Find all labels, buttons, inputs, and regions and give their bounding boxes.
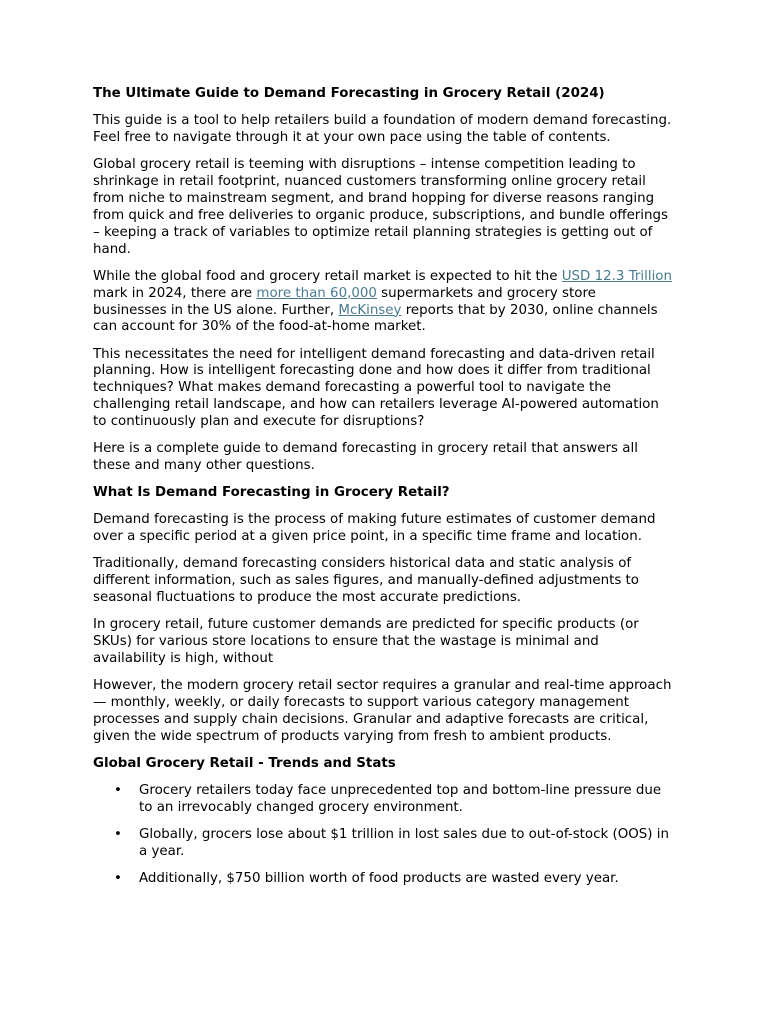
necessitates-paragraph: This necessitates the need for intelligent demand forecasting and data-driven retail planning. How is intelligent forecasting done and how does it differ from traditional techniques? What makes demand forecasting a powerful tool to navigate the challenging retail landscape, and how can retailers leverage AI-powered automation to continuously plan and execute for disruptions? <box>93 346 659 430</box>
list-item <box>93 827 673 861</box>
list-item <box>93 871 673 888</box>
market-text-3: supermarkets and grocery store businesses in the US alone. Further, <box>93 285 596 318</box>
market-text-2: mark in 2024, there are <box>93 285 257 301</box>
guide-paragraph: Here is a complete guide to demand forecasting in grocery retail that answers all these and many other questions. <box>93 441 638 474</box>
definition-paragraph: Demand forecasting is the process of making future estimates of customer demand over a specific period at a given price point, in a specific time frame and location. <box>93 512 656 545</box>
disruptions-paragraph: Global grocery retail is teeming with disruptions – intense competition leading to shrinkage in retail footprint, nuanced customers transforming online grocery retail from niche to mainstream segment, and brand hopping for diverse reasons ranging from quick and free deliveries to organic produce, subscriptions, and bundle offerings – keeping a track of variables to optimize retail planning strategies is getting out of hand. <box>93 157 668 257</box>
list-item-text: Grocery retailers today face unprecedented top and bottom-line pressure due to an irrevocably changed grocery environment. <box>139 783 662 815</box>
usd-trillion-link[interactable]: USD 12.3 Trillion <box>561 268 672 284</box>
trends-list <box>93 783 673 888</box>
list-item-text: Additionally, $750 billion worth of food products are wasted every year. <box>139 871 619 887</box>
list-item <box>93 783 673 817</box>
skus-paragraph: In grocery retail, future customer demands are predicted for specific products (or SKUs) for various store locations to ensure that the wastage is minimal and availability is high, without <box>93 617 639 667</box>
mckinsey-link[interactable]: McKinsey <box>338 302 402 318</box>
bullet-icon: • <box>114 827 122 843</box>
intro-paragraph: This guide is a tool to help retailers build a foundation of modern demand forecasting. Feel free to navigate through it at your own pace using the table of contents. <box>93 113 672 145</box>
list-item-text: Globally, grocers lose about $1 trillion in lost sales due to out-of-stock (OOS) in a year. <box>139 827 669 859</box>
market-text-4: reports that by 2030, online channels can account for 30% of the food-at-home market. <box>93 302 658 335</box>
bullet-icon: • <box>114 871 122 887</box>
market-paragraph <box>93 269 673 337</box>
market-text-1: While the global food and grocery retail market is expected to hit the <box>93 268 562 284</box>
however-paragraph: However, the modern grocery retail sector requires a granular and real-time approach — monthly, weekly, or daily forecasts to support various category management processes and supply chain decisions. Granular and adaptive forecasts are critical, given the wide spectrum of products varying from fresh to ambient products. <box>93 678 672 744</box>
bullet-icon: • <box>114 783 122 799</box>
traditional-paragraph: Traditionally, demand forecasting considers historical data and static analysis of different information, such as sales figures, and manually-defined adjustments to seasonal fluctuations to produce the most accurate predictions. <box>93 556 639 606</box>
section-heading-what-is: What Is Demand Forecasting in Grocery Retail? <box>93 485 450 501</box>
document-page <box>93 86 673 898</box>
section-heading-trends: Global Grocery Retail - Trends and Stats <box>93 755 396 771</box>
document-title: The Ultimate Guide to Demand Forecasting in Grocery Retail (2024) <box>93 86 605 101</box>
supermarkets-count-link[interactable]: more than 60,000 <box>256 285 377 301</box>
